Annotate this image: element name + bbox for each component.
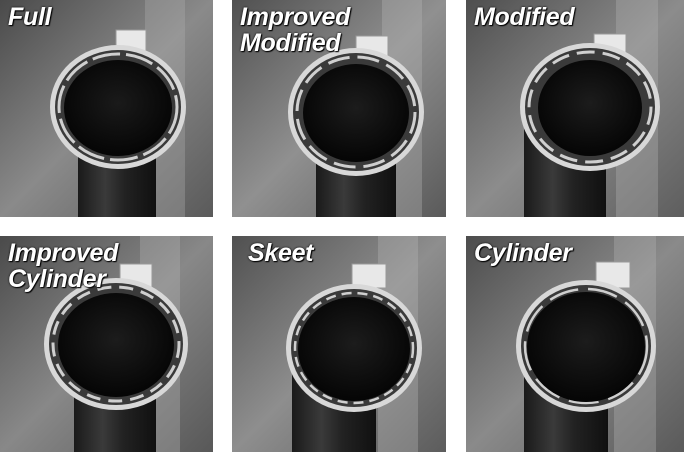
choke-label: Improved Cylinder	[8, 239, 119, 293]
panel-skeet	[232, 236, 446, 452]
barrel-muzzle-photo	[466, 0, 684, 217]
barrel-muzzle-photo	[232, 236, 446, 452]
panel-modified	[466, 0, 684, 217]
barrel-muzzle-photo	[466, 236, 684, 452]
panel-improved-cylinder	[0, 236, 213, 452]
choke-label: Cylinder	[474, 239, 572, 267]
panel-cylinder	[466, 236, 684, 452]
barrel-muzzle-photo	[0, 0, 213, 217]
panel-improved-modified	[232, 0, 446, 217]
choke-label: Skeet	[248, 239, 314, 267]
panel-full	[0, 0, 213, 217]
choke-label: Improved Modified	[240, 3, 351, 57]
choke-label: Full	[8, 3, 52, 31]
choke-label: Modified	[474, 3, 575, 31]
